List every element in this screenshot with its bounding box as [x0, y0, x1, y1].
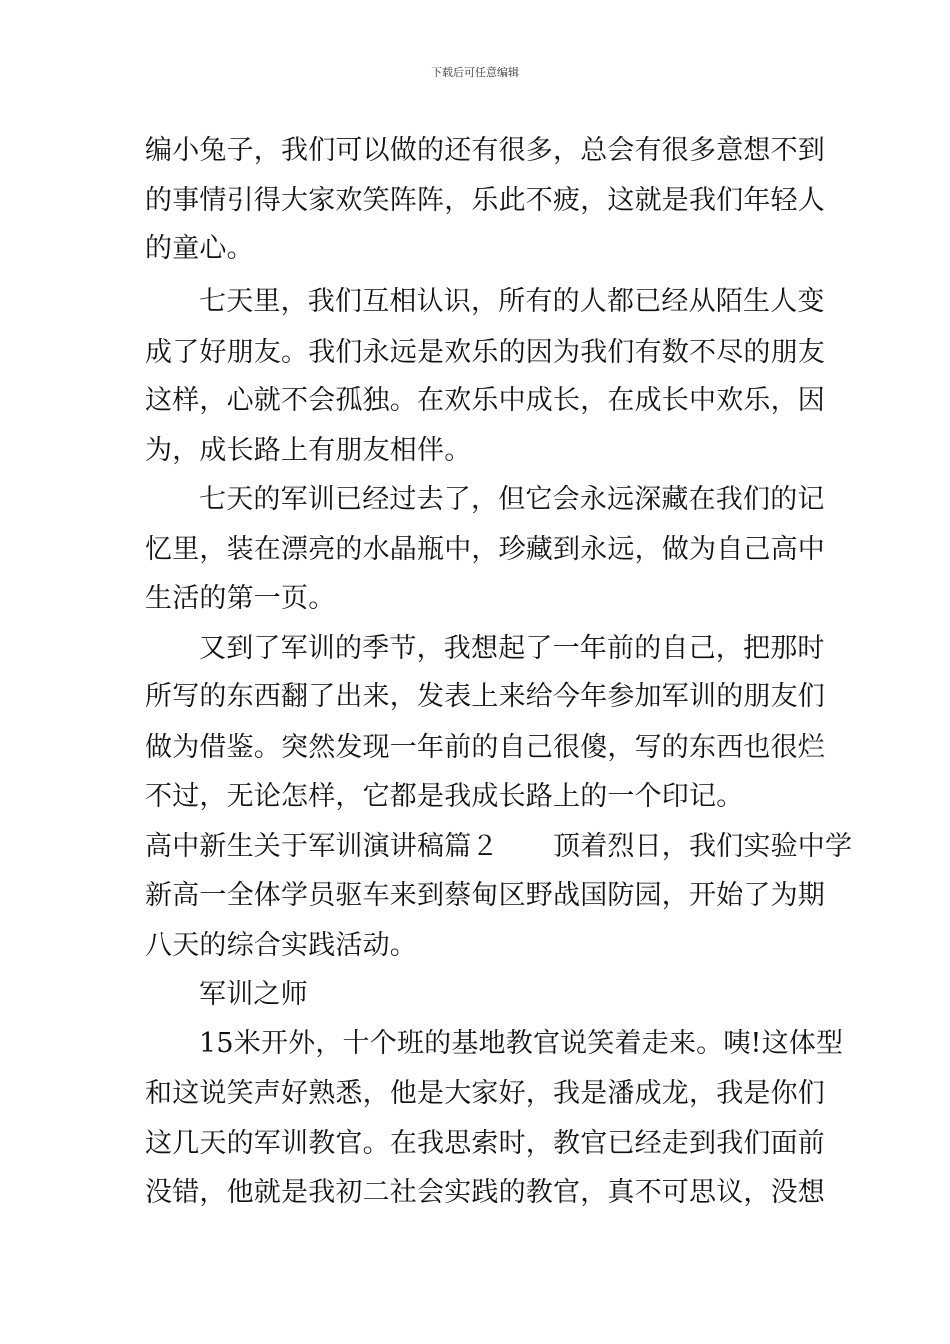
text-line: 的事情引得大家欢笑阵阵，乐此不疲，这就是我们年轻人	[145, 185, 825, 216]
text-line: 这样，心就不会孤独。在欢乐中成长，在成长中欢乐，因	[145, 385, 825, 416]
text-line: 八天的综合实践活动。	[145, 930, 417, 961]
text-line: 为，成长路上有朋友相伴。	[145, 435, 472, 466]
text-line: 七天里，我们互相认识，所有的人都已经从陌生人变	[199, 286, 825, 317]
text-line: 忆里，装在漂亮的水晶瓶中，珍藏到永远，做为自己高中	[145, 534, 825, 565]
text-line: 做为借鉴。突然发现一年前的自己很傻，写的东西也很烂	[145, 732, 825, 763]
page-header-note: 下载后可任意编辑	[431, 66, 519, 79]
text-line: 生活的第一页。	[145, 583, 336, 614]
text-line: 新高一全体学员驱车来到蔡甸区野战国防园，开始了为期	[145, 880, 825, 911]
text-line: 不过，无论怎样，它都是我成长路上的一个印记。	[145, 781, 744, 812]
text-line: 编小兔子，我们可以做的还有很多，总会有很多意想不到	[145, 135, 825, 166]
section-heading: 军训之师	[199, 979, 308, 1010]
text-line: 15米开外，十个班的基地教官说笑着走来。咦!这体型	[199, 1028, 844, 1059]
text-line: 高中新生关于军训演讲稿篇２ 顶着烈日，我们实验中学	[145, 831, 853, 862]
text-line: 和这说笑声好熟悉，他是大家好，我是潘成龙，我是你们	[145, 1078, 825, 1109]
text-line: 没错，他就是我初二社会实践的教官，真不可思议，没想	[145, 1177, 825, 1208]
text-line: 七天的军训已经过去了，但它会永远深藏在我们的记	[199, 484, 825, 515]
text-line: 成了好朋友。我们永远是欢乐的因为我们有数不尽的朋友	[145, 337, 825, 368]
text-line: 的童心。	[145, 233, 254, 264]
text-line: 又到了军训的季节，我想起了一年前的自己，把那时	[199, 633, 825, 664]
text-line: 这几天的军训教官。在我思索时，教官已经走到我们面前	[145, 1128, 825, 1159]
text-line: 所写的东西翻了出来，发表上来给今年参加军训的朋友们	[145, 681, 825, 712]
